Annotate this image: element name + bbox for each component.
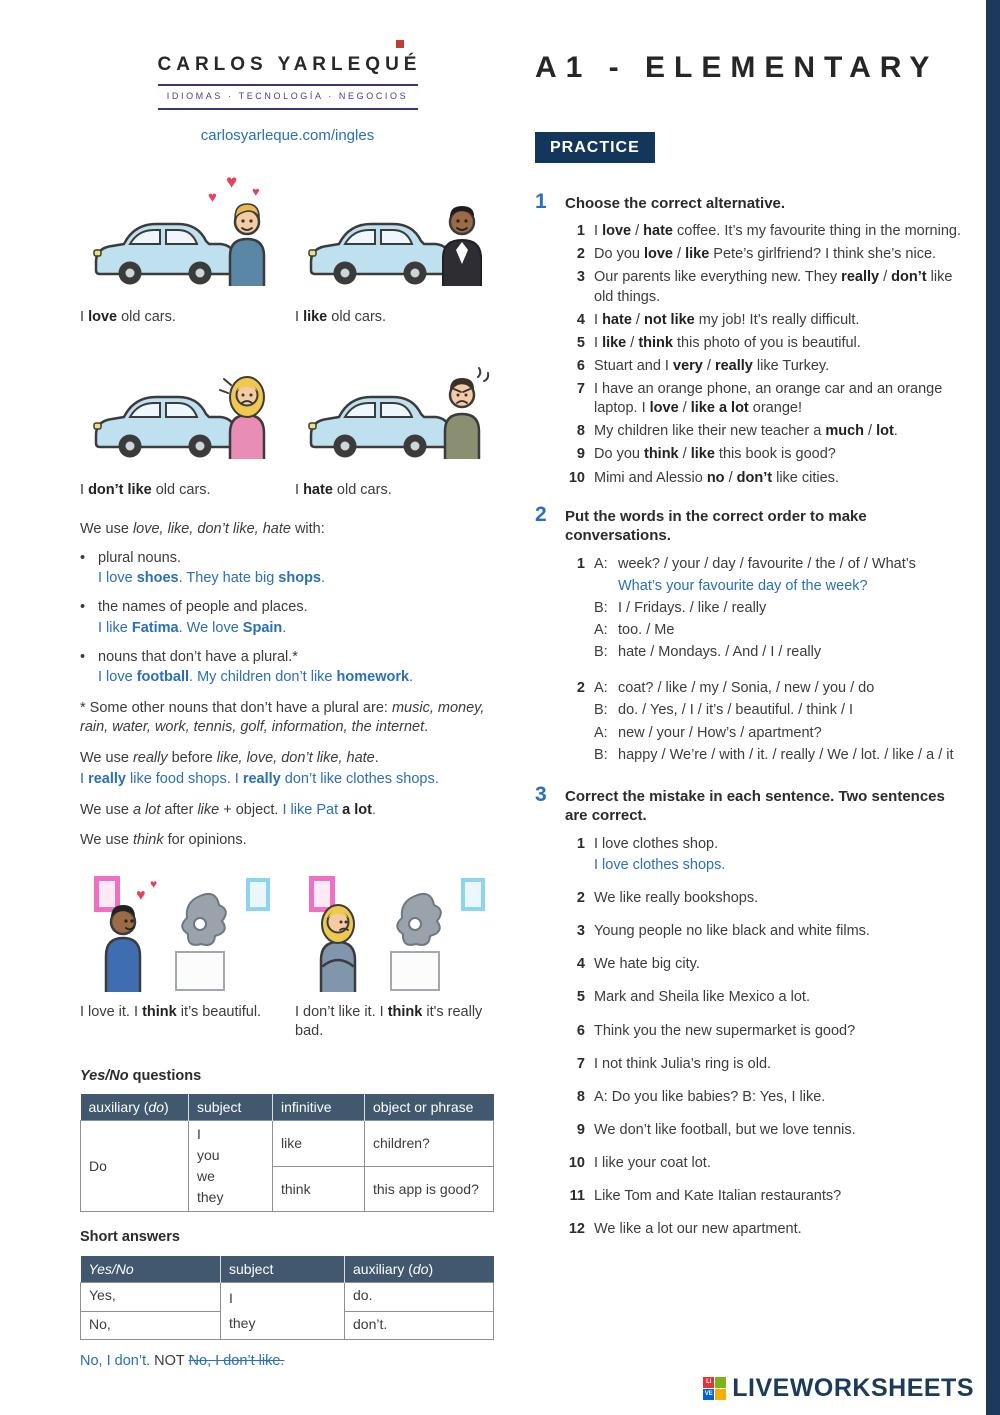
- exercise-item: [565, 889, 971, 908]
- picture-panel: [80, 864, 280, 1051]
- table-header: auxiliary (do): [81, 1094, 189, 1121]
- divider: [158, 84, 418, 86]
- yesno-cell: Yes,: [81, 1283, 221, 1312]
- item-text: Like Tom and Kate Italian restaurants?: [594, 1188, 842, 1205]
- exercise-head: [535, 784, 971, 826]
- item-number: 4: [576, 956, 585, 973]
- exercise-2-items: [565, 555, 971, 768]
- bullet-example: I love shoes. They hate big shops.: [98, 570, 326, 587]
- item-text: Do you love / like Pete’s girlfriend? I think she’s nice.: [594, 246, 937, 263]
- hate-old-cars-illustration: [295, 337, 495, 477]
- website-link[interactable]: carlosyarleque.com/ingles: [200, 126, 375, 144]
- yesno-questions-title: Yes/No questions: [80, 1067, 202, 1084]
- conversation-line: I / Fridays. / like / really: [618, 599, 767, 616]
- item-number: 12: [568, 1221, 585, 1238]
- item-number: 2: [576, 246, 585, 263]
- table-row: [81, 1121, 494, 1167]
- bullet-text: the names of people and places.: [98, 599, 308, 616]
- practice-column: [535, 48, 971, 1253]
- exercise-item: [565, 922, 971, 941]
- infinitive-cell: like: [273, 1121, 365, 1167]
- exercise-item: [565, 222, 971, 241]
- item-text: I not think Julia’s ring is old.: [594, 1055, 772, 1072]
- conversation: 2 A: coat? / like / my / Sonia, / new / you / do B: do. / Yes, / I / it’s / beautiful. / think / I A: new / your / How’s / apartment? B: happy / We’re / with / it. / really / We / lot. / like / a / it: [565, 679, 971, 768]
- table-header: infinitive: [273, 1094, 365, 1121]
- conversation-line: hate / Mondays. / And / I / really: [618, 644, 822, 661]
- car-pictures-grid: [80, 164, 495, 510]
- grammar-column: [80, 40, 495, 1371]
- picture-caption: I love it. I think it’s beautiful.: [80, 1003, 262, 1020]
- picture-panel: [80, 337, 280, 510]
- exercise-item: [565, 955, 971, 974]
- exercise-number: 2: [535, 502, 547, 526]
- auxiliary-cell: Do: [81, 1121, 189, 1212]
- heart-icon: ♥: [226, 171, 238, 193]
- brand-red-square-icon: [396, 40, 404, 48]
- think-rule: We use think for opinions.: [80, 831, 247, 848]
- exercise-head: [535, 504, 971, 546]
- conversation-line: coat? / like / my / Sonia, / new / you / do: [618, 680, 875, 697]
- item-text: We hate big city.: [594, 956, 700, 973]
- yesno-questions-table: [80, 1094, 494, 1212]
- picture-panel: [295, 337, 495, 510]
- exercise-item: [565, 268, 971, 306]
- item-number: 3: [576, 923, 585, 940]
- exercise-3: [535, 784, 971, 1240]
- grammar-footnote: * Some other nouns that don’t have a plural are: music, money, rain, water, work, tennis, golf, information, the internet.: [80, 699, 485, 735]
- conversation-line: new / your / How’s / apartment?: [618, 724, 822, 741]
- table-header: subject: [189, 1094, 273, 1121]
- item-text: A: Do you like babies? B: Yes, I like.: [594, 1088, 826, 1105]
- item-number: 8: [576, 1088, 585, 1105]
- item-text: I like your coat lot.: [594, 1155, 711, 1172]
- exercise-item: [565, 1220, 971, 1239]
- item-text: Stuart and I very / really like Turkey.: [594, 357, 830, 374]
- item-number: 1: [576, 555, 585, 572]
- level-title: A1 - ELEMENTARY: [535, 51, 939, 84]
- like-old-cars-illustration: [295, 164, 495, 304]
- item-text: My children like their new teacher a much / lot.: [594, 423, 898, 440]
- table-header: subject: [221, 1256, 345, 1283]
- conversation-line: week? / your / day / favourite / the / of / What’s: [618, 555, 916, 572]
- exercise-title: Choose the correct alternative.: [565, 194, 786, 212]
- exercise-item: [565, 835, 971, 875]
- item-text: We like a lot our new apartment.: [594, 1221, 802, 1238]
- item-number: 2: [576, 890, 585, 907]
- exercise-item: [565, 1154, 971, 1173]
- item-text: I hate / not like my job! It’s really difficult.: [594, 311, 860, 328]
- item-number: 5: [576, 334, 585, 351]
- practice-badge: PRACTICE: [535, 132, 655, 163]
- item-number: 1: [576, 835, 585, 852]
- item-number: 4: [576, 311, 585, 328]
- subject-cell: I they: [221, 1283, 345, 1340]
- exercise-head: [535, 191, 971, 214]
- item-number: 9: [576, 446, 585, 463]
- exercise-item: [565, 1121, 971, 1140]
- item-text: Think you the new supermarket is good?: [594, 1022, 856, 1039]
- item-number: 7: [576, 1055, 585, 1072]
- liveworksheets-tiles-icon: LI VE: [703, 1377, 726, 1400]
- picture-caption: I love old cars.: [80, 308, 176, 325]
- table-header: object or phrase: [365, 1094, 494, 1121]
- conversation-line: do. / Yes, / I / it’s / beautiful. / think / I: [618, 702, 854, 719]
- liveworksheets-wordmark: LIVEWORKSHEETS: [732, 1374, 974, 1402]
- picture-panel: [295, 864, 495, 1051]
- item-text: I love clothes shop.: [594, 835, 719, 852]
- bullet-example: I like Fatima. We love Spain.: [98, 619, 287, 636]
- item-text: Mark and Sheila like Mexico a lot.: [594, 989, 810, 1006]
- table-header: auxiliary (do): [345, 1256, 494, 1283]
- exercise-item: [565, 1187, 971, 1206]
- really-rule: We use really before like, love, don’t like, hate.: [80, 750, 379, 767]
- picture-caption: I don’t like it. I think it's really bad.: [295, 1003, 483, 1039]
- exercise-item: [565, 469, 971, 488]
- exercise-item: [565, 357, 971, 376]
- item-text: Mimi and Alessio no / don’t like cities.: [594, 469, 839, 486]
- picture-caption: I like old cars.: [295, 308, 387, 325]
- picture-panel: [80, 164, 280, 337]
- short-answer-note: No, I don’t. NOT No, I don’t like.: [80, 1353, 285, 1370]
- divider: [158, 108, 418, 110]
- item-number: 10: [568, 469, 585, 486]
- bullet-icon: •: [80, 599, 86, 616]
- liveworksheets-logo: [703, 1372, 974, 1405]
- bullet-text: plural nouns.: [98, 550, 182, 567]
- item-number: 6: [576, 1022, 585, 1039]
- love-sculpture-illustration: [80, 864, 280, 999]
- object-cell: this app is good?: [365, 1166, 494, 1212]
- item-number: 7: [576, 381, 585, 398]
- picture-caption: I don’t like old cars.: [80, 481, 211, 498]
- table-header: Yes/No: [81, 1256, 221, 1283]
- item-text: We don’t like football, but we love tennis.: [594, 1121, 856, 1138]
- yesno-cell: No,: [81, 1311, 221, 1340]
- exercise-title: Correct the mistake in each sentence. Two sentences are correct.: [565, 787, 945, 825]
- exercise-item: [565, 1088, 971, 1107]
- item-number: 9: [576, 1121, 585, 1138]
- item-text: I love / hate coffee. It’s my favourite thing in the morning.: [594, 223, 962, 240]
- exercise-item: [565, 1022, 971, 1041]
- item-number: 10: [568, 1155, 585, 1172]
- item-text: I like / think this photo of you is beautiful.: [594, 334, 861, 351]
- item-number: 2: [576, 680, 585, 697]
- bullet-icon: •: [80, 550, 86, 567]
- infinitive-cell: think: [273, 1166, 365, 1212]
- brand-name: CARLOS YARLEQUÉ: [157, 54, 422, 75]
- right-edge-bar: [986, 0, 1000, 1415]
- grammar-bullet: [80, 549, 495, 568]
- exercise-item: [565, 245, 971, 264]
- exercise-item: [565, 422, 971, 441]
- exercise-item: [565, 445, 971, 464]
- exercise-3-items: [565, 835, 971, 1240]
- short-answers-table: [80, 1256, 494, 1340]
- item-text: Do you think / like this book is good?: [594, 446, 836, 463]
- love-old-cars-illustration: [80, 164, 280, 304]
- heart-icon: ♥: [208, 188, 217, 206]
- heart-icon: ♥: [136, 886, 146, 904]
- exercise-title: Put the words in the correct order to make conversations.: [565, 507, 867, 545]
- picture-panel: [295, 164, 495, 337]
- item-number: 8: [576, 423, 585, 440]
- bullet-example: I love football. My children don’t like homework.: [98, 668, 414, 685]
- short-answers-title: Short answers: [80, 1229, 180, 1246]
- grammar-bullet: [80, 598, 495, 617]
- item-text: We like really bookshops.: [594, 890, 759, 907]
- item-text: Our parents like everything new. They really / don’t like old things.: [594, 269, 953, 305]
- conversation-line: happy / We’re / with / it. / really / We / lot. / like / a / it: [618, 746, 954, 763]
- exercise-item: [565, 1055, 971, 1074]
- dislike-sculpture-illustration: [295, 864, 495, 999]
- grammar-intro: We use love, like, don’t like, hate with:: [80, 521, 325, 537]
- picture-caption: I hate old cars.: [295, 481, 392, 498]
- auxiliary-cell: don’t.: [345, 1311, 494, 1340]
- exercise-number: 1: [535, 189, 547, 213]
- conversation: 1 A: week? / your / day / favourite / the / of / What’s What’s your favourite day of the week? B: I / Fridays. / like / really A: too. / Me B: hate / Mondays. / And / I / really: [565, 555, 971, 666]
- item-text: Young people no like black and white films.: [594, 923, 870, 940]
- really-example: I really like food shops. I really don’t like clothes shops.: [80, 771, 439, 788]
- grammar-bullet: [80, 648, 495, 667]
- subject-cell: I you we they: [189, 1121, 273, 1212]
- exercise-2: [535, 504, 971, 768]
- exercise-number: 3: [535, 782, 547, 806]
- bullet-text: nouns that don’t have a plural.*: [98, 648, 298, 665]
- item-number: 3: [576, 269, 585, 286]
- table-row: [81, 1283, 494, 1312]
- object-cell: children?: [365, 1121, 494, 1167]
- item-text: I have an orange phone, an orange car and an orange laptop. I love / like a lot orange!: [594, 381, 943, 417]
- item-answer: I love clothes shops.: [594, 856, 726, 873]
- exercise-1-items: [565, 222, 971, 488]
- auxiliary-cell: do.: [345, 1283, 494, 1312]
- exercise-item: [565, 311, 971, 330]
- exercise-item: [565, 988, 971, 1007]
- heart-icon: ♥: [150, 876, 158, 891]
- exercise-item: [565, 334, 971, 353]
- exercise-item: [565, 380, 971, 418]
- item-number: 11: [569, 1188, 585, 1205]
- bullet-icon: •: [80, 648, 86, 665]
- item-number: 1: [576, 223, 585, 240]
- exercise-1: [535, 191, 971, 488]
- heart-icon: ♥: [252, 183, 260, 199]
- dont-like-old-cars-illustration: [80, 337, 280, 477]
- item-number: 6: [576, 357, 585, 374]
- brand-logo: [157, 40, 422, 110]
- sculpture-pictures-grid: [80, 864, 495, 1051]
- alot-rule: We use a lot after like + object. I like Pat a lot.: [80, 802, 376, 819]
- conversation-answer: What’s your favourite day of the week?: [618, 577, 868, 594]
- brand-tagline: IDIOMAS · TECNOLOGÍA · NEGOCIOS: [166, 91, 409, 102]
- item-number: 5: [576, 989, 585, 1006]
- conversation-line: too. / Me: [618, 622, 675, 639]
